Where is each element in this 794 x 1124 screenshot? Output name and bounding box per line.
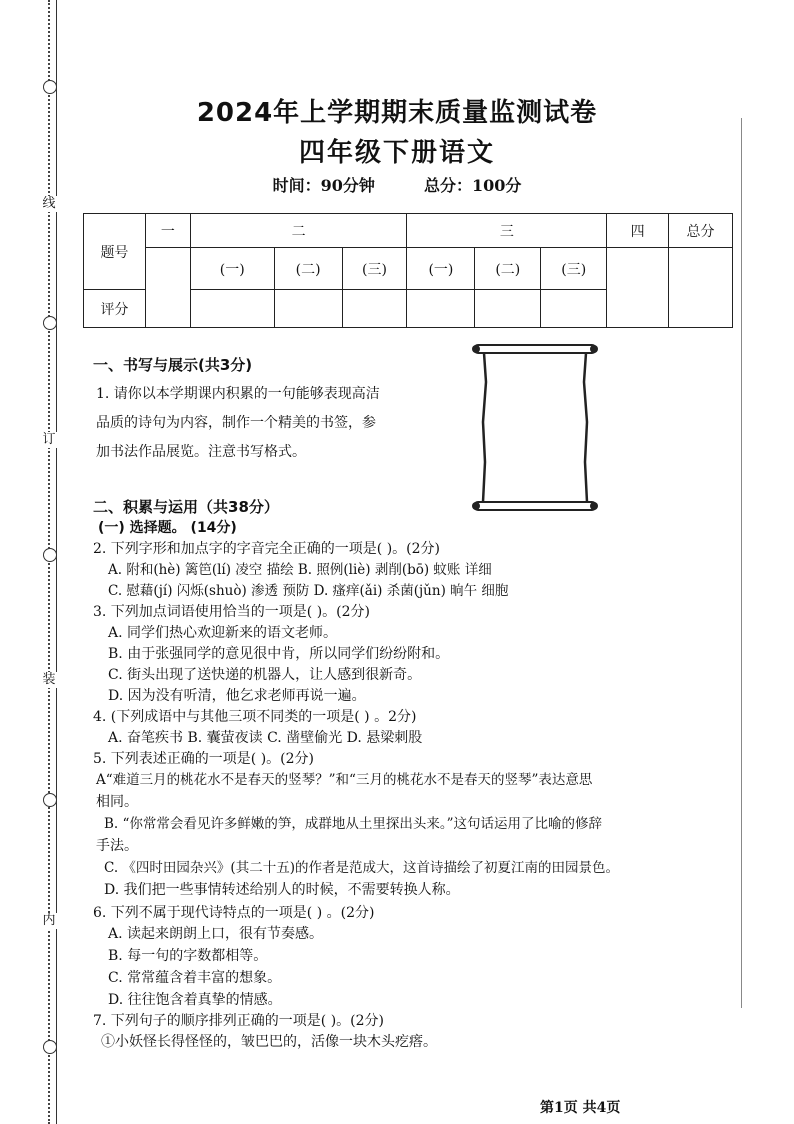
section1-line: 1. 请你以本学期课内积累的一句能够表现高洁 (96, 386, 380, 402)
score-table (83, 213, 733, 328)
score-cell[interactable] (607, 248, 669, 328)
right-margin-line (741, 118, 742, 1008)
score-cell[interactable] (342, 290, 407, 328)
binding-char-xian: 线 (40, 196, 58, 212)
score-table-sub: (二) (274, 248, 342, 290)
exam-total: 总分：100分 (424, 176, 522, 195)
score-cell[interactable] (475, 290, 541, 328)
question-2-options-cd: C. 慰藉(jí) 闪烁(shuò) 渗透 预防 D. 瘙痒(ǎi) 杀菌(jǔn) 晌午 细胞 (108, 583, 509, 599)
question-6-option-b: B. 每一句的字数都相等。 (108, 948, 268, 964)
score-table-col-3: 三 (407, 214, 607, 248)
binding-char-zhuang: 装 (40, 672, 58, 688)
section2-heading: 二、积累与运用（共38分） (93, 498, 279, 516)
question-6: 6. 下列不属于现代诗特点的一项是( ) 。(2分) (93, 905, 375, 921)
score-cell[interactable] (407, 290, 475, 328)
section1-heading: 一、书写与展示(共3分) (93, 356, 253, 374)
section1-line: 加书法作品展览。注意书写格式。 (96, 444, 306, 460)
binding-hole (43, 548, 57, 562)
question-3: 3. 下列加点词语使用恰当的一项是( )。(2分) (93, 604, 371, 620)
score-table-header-pingfen: 评分 (84, 290, 146, 328)
question-7-sentence-1: ①小妖怪长得怪怪的，皱巴巴的，活像一块木头疙瘩。 (101, 1034, 437, 1050)
binding-char-nei: 内 (40, 913, 58, 929)
question-3-option-d: D. 因为没有听清，他乞求老师再说一遍。 (108, 688, 366, 704)
question-5-option-b: B. “你常常会看见许多鲜嫩的笋，成群地从土里探出头来。”这句话运用了比喻的修辞 (104, 816, 603, 832)
question-2-options-ab: A. 附和(hè) 篱笆(lí) 凌空 描绘 B. 照例(liè) 剥削(bō) 蚊账 详细 (108, 562, 492, 578)
question-6-option-d: D. 往往饱含着真挚的情感。 (108, 992, 282, 1008)
score-table-sub: (三) (342, 248, 407, 290)
question-7: 7. 下列句子的顺序排列正确的一项是( )。(2分) (93, 1013, 385, 1029)
question-6-option-c: C. 常常蕴含着丰富的想象。 (108, 970, 282, 986)
score-table-col-1: 一 (145, 214, 190, 248)
binding-hole (43, 1040, 57, 1054)
score-cell[interactable] (274, 290, 342, 328)
question-5-option-a-cont: 相同。 (96, 794, 138, 810)
binding-char-ding: 订 (40, 432, 58, 448)
score-table-col-2: 二 (190, 214, 407, 248)
question-4-options: A. 奋笔疾书 B. 囊萤夜读 C. 凿壁偷光 D. 悬梁刺股 (108, 730, 423, 746)
exam-time: 时间：90分钟 (272, 176, 375, 195)
question-3-option-c: C. 街头出现了送快递的机器人，让人感到很新奇。 (108, 667, 422, 683)
exam-title: 2024年上学期期末质量监测试卷 (196, 98, 598, 128)
score-cell[interactable] (669, 248, 733, 328)
scroll-bookmark-drawing (470, 342, 600, 514)
exam-info (0, 173, 794, 196)
binding-hole (43, 316, 57, 330)
score-table-header-tihao: 题号 (84, 214, 146, 290)
score-table-sub: (二) (475, 248, 541, 290)
question-3-option-b: B. 由于张强同学的意见很中肯，所以同学们纷纷附和。 (108, 646, 450, 662)
score-cell[interactable] (190, 290, 274, 328)
question-2: 2. 下列字形和加点字的字音完全正确的一项是( )。(2分) (93, 541, 441, 557)
score-table-col-4: 四 (607, 214, 669, 248)
question-5-option-d: D. 我们把一些事情转述给别人的时候，不需要转换人称。 (104, 882, 460, 898)
question-5-option-a: A“难道三月的桃花水不是春天的竖琴？”和“三月的桃花水不是春天的竖琴”表达意思 (96, 772, 593, 788)
question-6-option-a: A. 读起来朗朗上口，很有节奏感。 (108, 926, 324, 942)
question-4: 4. (下列成语中与其他三项不同类的一项是( ) 。2分) (93, 709, 417, 725)
score-table-sub: (一) (407, 248, 475, 290)
page-footer: 第1页 共4页 (540, 1100, 621, 1116)
question-5-option-c: C. 《四时田园杂兴》(其二十五)的作者是范成大，这首诗描绘了初夏江南的田园景色。 (104, 860, 619, 876)
score-cell[interactable] (541, 290, 607, 328)
exam-subtitle: 四年级下册语文 (298, 138, 495, 168)
score-table-col-total: 总分 (669, 214, 733, 248)
score-cell[interactable] (145, 248, 190, 328)
section2-sub: (一) 选择题。 (14分) (98, 520, 237, 536)
section1-line: 品质的诗句为内容，制作一个精美的书签，参 (96, 415, 376, 431)
question-5: 5. 下列表述正确的一项是( )。(2分) (93, 751, 315, 767)
question-3-option-a: A. 同学们热心欢迎新来的语文老师。 (108, 625, 338, 641)
score-table-sub: (三) (541, 248, 607, 290)
score-table-sub: (一) (190, 248, 274, 290)
question-5-option-b-cont: 手法。 (96, 838, 138, 854)
binding-hole (43, 793, 57, 807)
